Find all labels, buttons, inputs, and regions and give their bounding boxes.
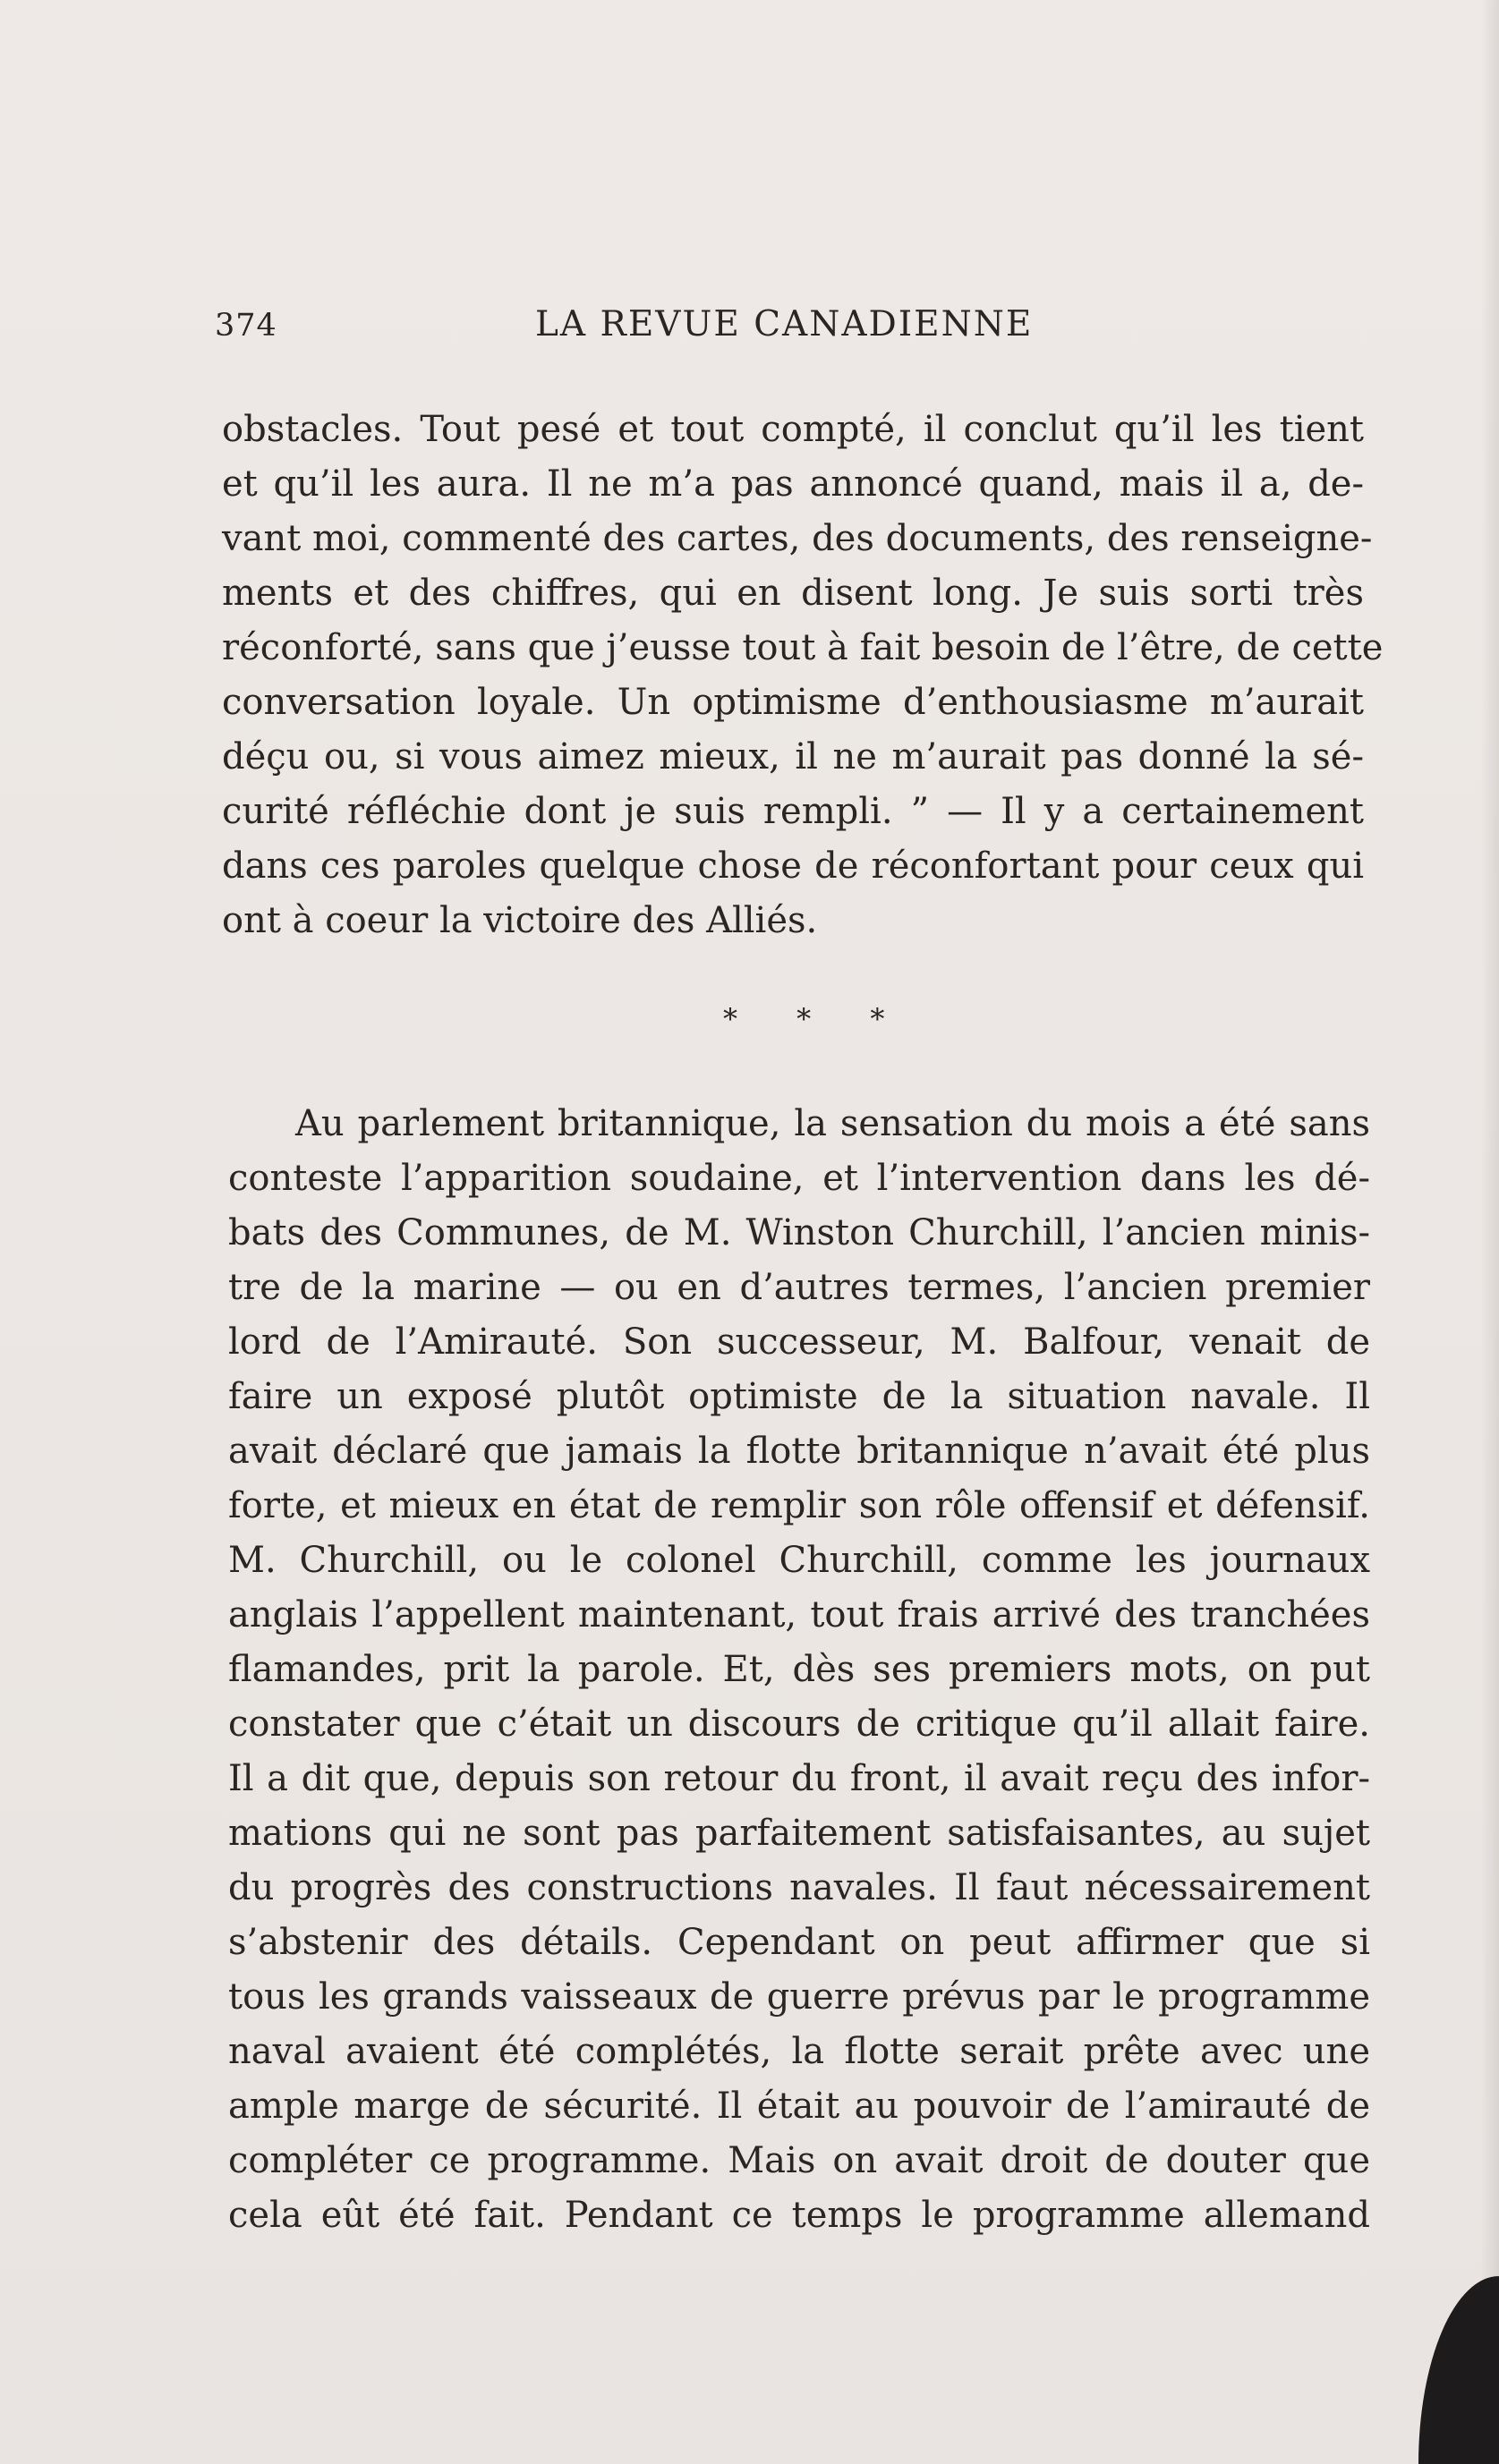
page-number: 374 (215, 308, 277, 344)
text-line: M. Churchill, ou le colonel Churchill, comme les journaux (228, 1540, 1370, 1581)
text-line: ments et des chiffres, qui en disent long. Je suis sorti très (222, 573, 1364, 614)
text-line: mations qui ne sont pas parfaitement satisfaisantes, au sujet (228, 1813, 1370, 1854)
text-line: Il a dit que, depuis son retour du front, il avait reçu des infor- (228, 1758, 1370, 1799)
text-line: réconforté, sans que j’eusse tout à fait besoin de l’être, de cette (222, 627, 1384, 668)
text-line: constater que c’était un discours de critique qu’il allait faire. (228, 1704, 1370, 1745)
text-line: bats des Communes, de M. Winston Churchill, l’ancien minis- (228, 1212, 1370, 1253)
text-line: ample marge de sécurité. Il était au pouvoir de l’amirauté de (228, 2086, 1370, 2127)
text-line: tre de la marine — ou en d’autres termes, l’ancien premier (228, 1267, 1370, 1308)
text-line: curité réfléchie dont je suis rempli. ” — Il y a certainement (222, 791, 1364, 832)
text-line: ont à coeur la victoire des Alliés. (222, 900, 818, 941)
section-separator: * * * (723, 1002, 910, 1036)
paragraph-2 (228, 1097, 1370, 2243)
text-line: avait déclaré que jamais la flotte britannique n’avait été plus (228, 1431, 1370, 1472)
text-line: et qu’il les aura. Il ne m’a pas annoncé quand, mais il a, de- (222, 463, 1364, 505)
text-line: compléter ce programme. Mais on avait droit de douter que (228, 2140, 1370, 2181)
text-line: cela eût été fait. Pendant ce temps le programme allemand (228, 2195, 1370, 2236)
text-line: forte, et mieux en état de remplir son rôle offensif et défensif. (228, 1485, 1370, 1526)
text-line: déçu ou, si vous aimez mieux, il ne m’aurait pas donné la sé- (222, 736, 1364, 777)
text-line: tous les grands vaisseaux de guerre prévus par le programme (228, 1976, 1370, 2018)
binding-shadow (1481, 0, 1499, 2464)
text-line: anglais l’appellent maintenant, tout frais arrivé des tranchées (228, 1594, 1370, 1636)
text-line: obstacles. Tout pesé et tout compté, il conclut qu’il les tient (222, 409, 1364, 450)
text-line: du progrès des constructions navales. Il faut nécessairement (228, 1867, 1370, 1908)
text-line: vant moi, commenté des cartes, des documents, des renseigne- (222, 518, 1373, 559)
text-line: flamandes, prit la parole. Et, dès ses premiers mots, on put (228, 1649, 1370, 1690)
running-title: LA REVUE CANADIENNE (535, 304, 1034, 344)
text-line: faire un exposé plutôt optimiste de la situation navale. Il (228, 1376, 1370, 1417)
text-line: naval avaient été complétés, la flotte serait prête avec une (228, 2031, 1370, 2072)
page-corner-shadow (1418, 2276, 1499, 2464)
text-line: dans ces paroles quelque chose de réconfortant pour ceux qui (222, 845, 1364, 887)
text-line: lord de l’Amirauté. Son successeur, M. Balfour, venait de (228, 1321, 1370, 1363)
text-line: s’abstenir des détails. Cependant on peut affirmer que si (228, 1922, 1370, 1963)
text-line: conversation loyale. Un optimisme d’enthousiasme m’aurait (222, 682, 1364, 723)
page-header (215, 301, 1052, 354)
paragraph-1 (222, 403, 1384, 948)
text-line: conteste l’apparition soudaine, et l’intervention dans les dé- (228, 1158, 1370, 1199)
text-line: Au parlement britannique, la sensation du mois a été sans (295, 1103, 1370, 1144)
